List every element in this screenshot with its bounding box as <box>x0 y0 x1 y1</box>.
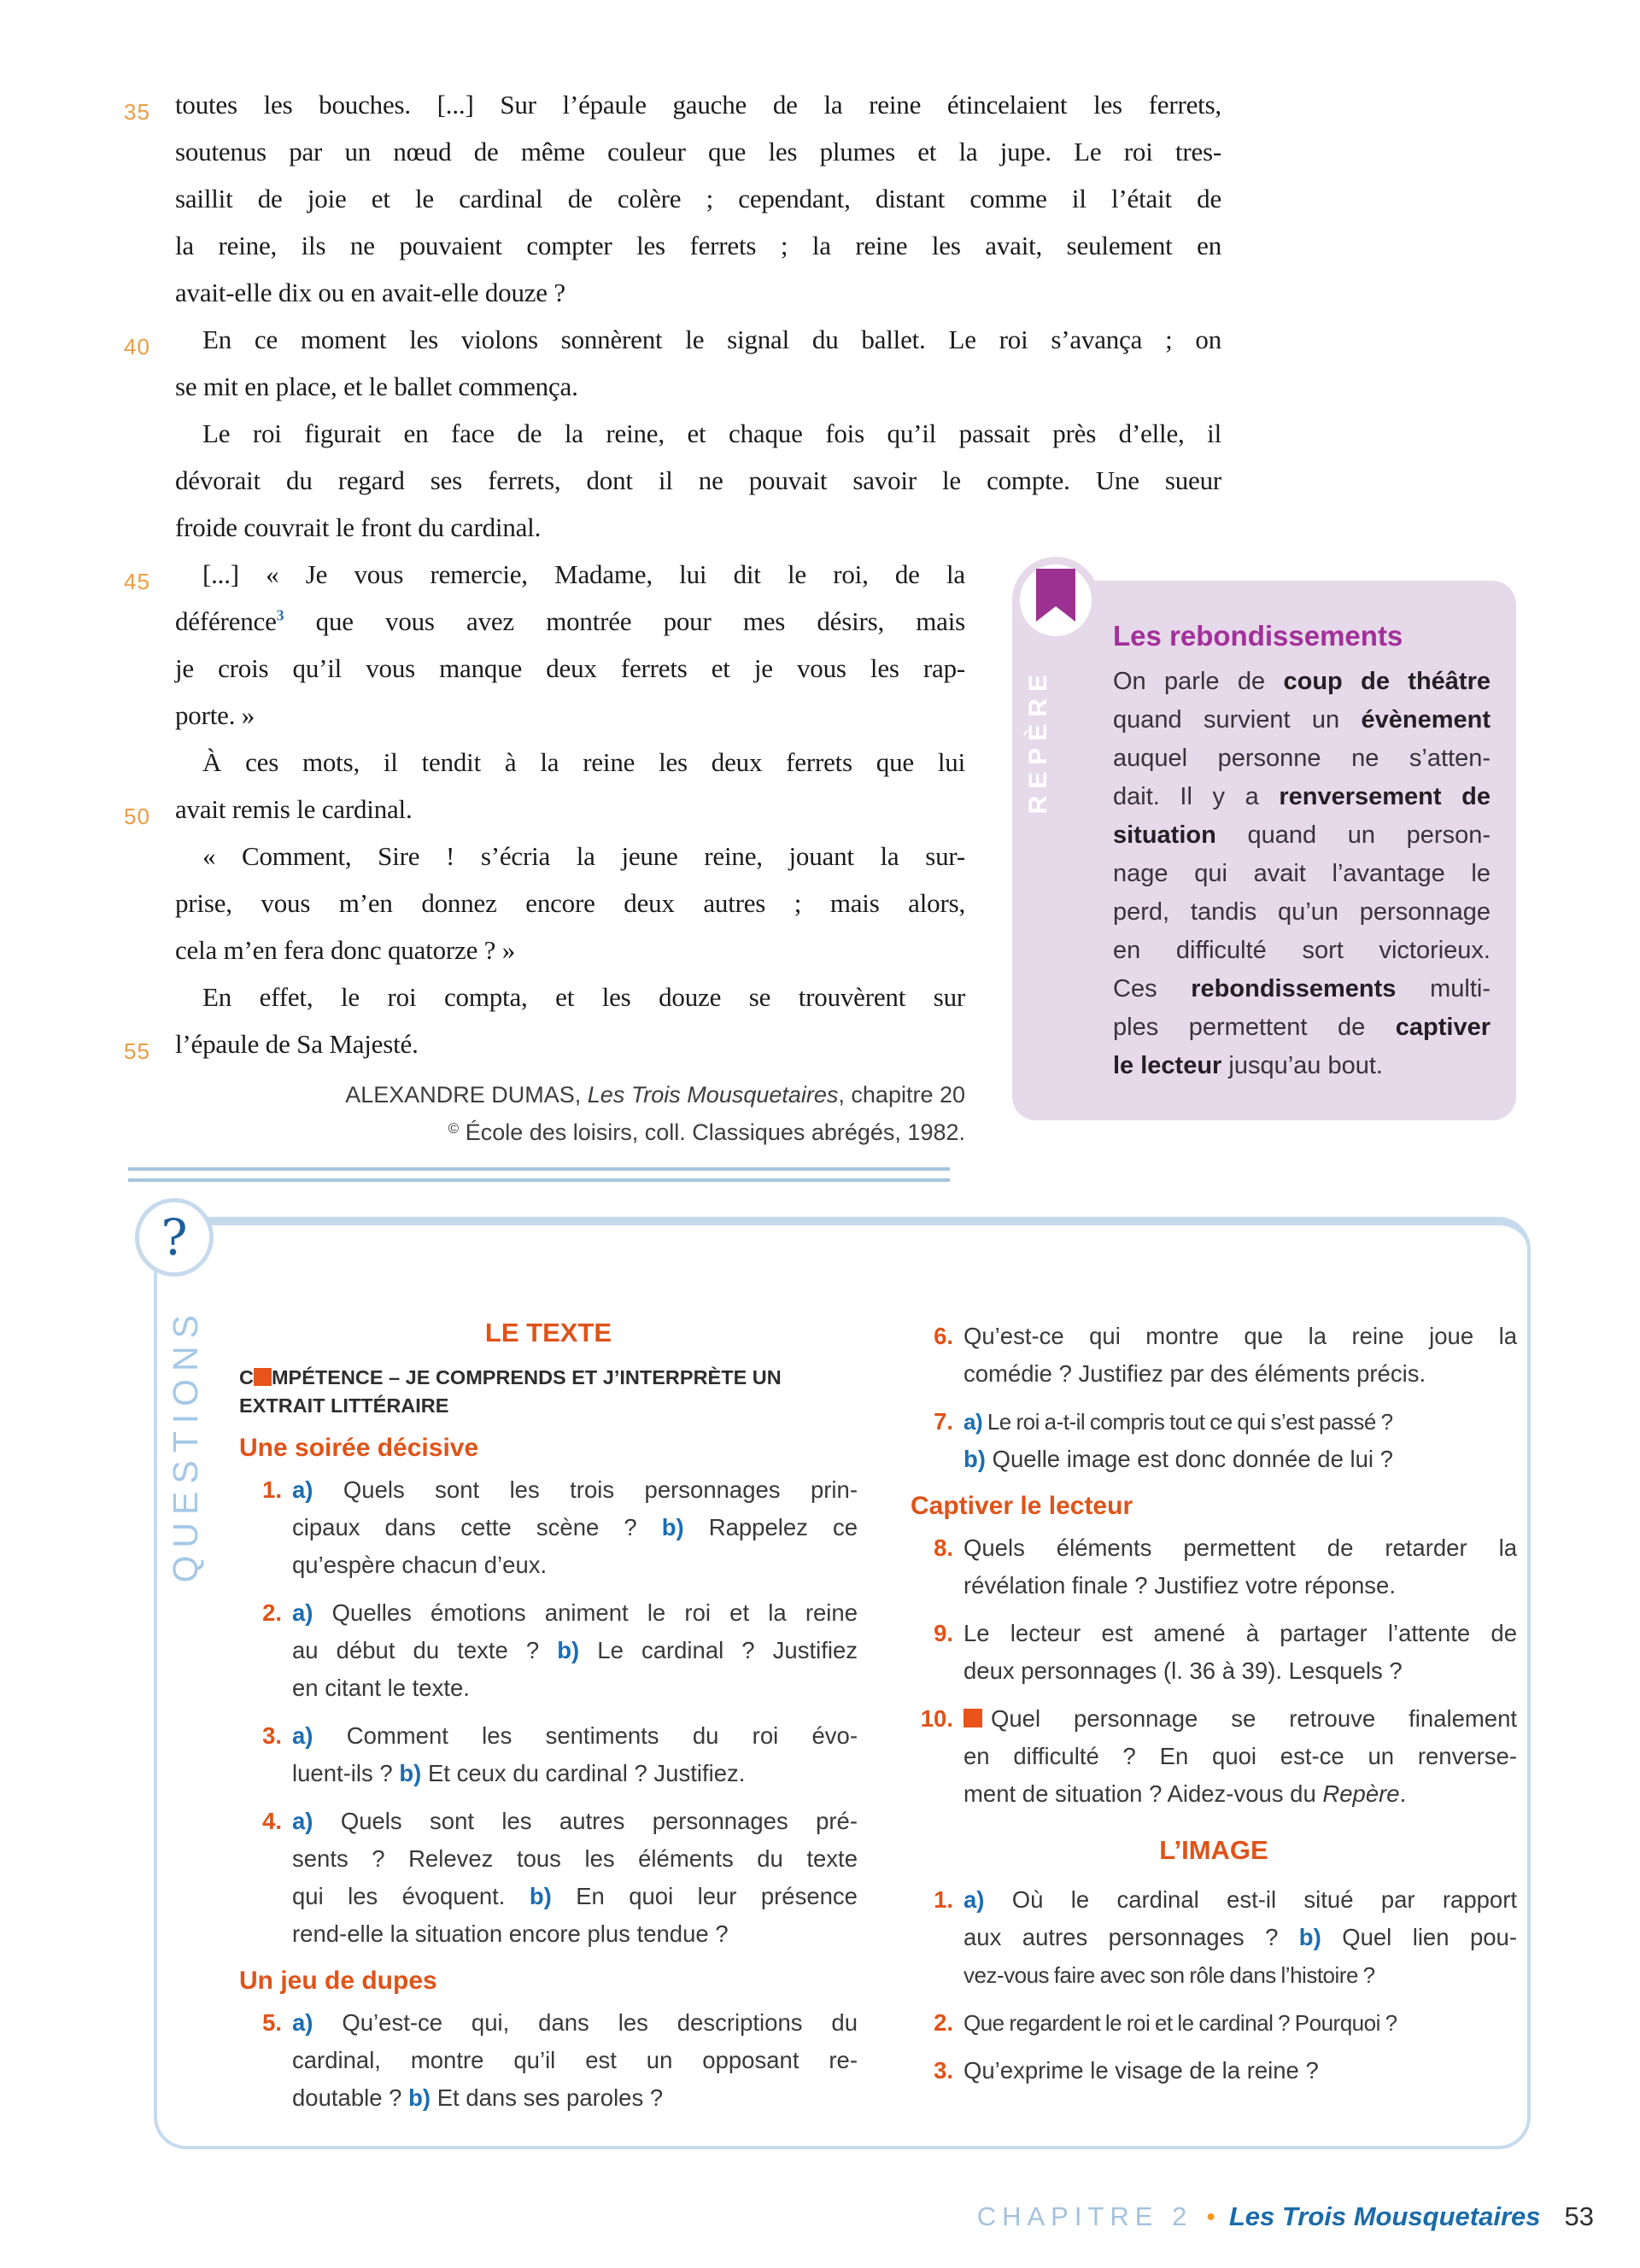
sub-question-marker: b) <box>661 1514 684 1540</box>
text-line <box>292 1915 858 1953</box>
text-segment: perd, tandis qu’un personnage <box>1113 898 1491 926</box>
text-line <box>292 1755 858 1792</box>
section-title: LE TEXTE <box>484 1318 612 1347</box>
text-segment: En effet, le roi compta, et les douze se trouvèrent sur <box>202 982 965 1012</box>
text-line <box>292 1669 858 1707</box>
text-line <box>175 645 965 692</box>
sub-question-marker: rebondissements <box>1191 975 1397 1002</box>
text-segment: cardinal, montre qu’il est un opposant re- <box>292 2047 858 2073</box>
attribution-line2 <box>175 1112 965 1149</box>
text-line <box>964 1529 1517 1567</box>
text-segment: quand un person- <box>1215 821 1491 849</box>
text-line <box>175 175 1221 222</box>
text-segment: en citant le texte. <box>292 1675 470 1701</box>
sub-question-marker: b) <box>408 2084 431 2111</box>
text-segment: au début du texte ? <box>292 1637 558 1663</box>
text-segment: quand survient un <box>1113 706 1362 734</box>
text-segment: jusqu’au bout. <box>1221 1052 1383 1079</box>
text-segment: déférence <box>175 606 277 636</box>
text-line <box>964 1881 1517 1919</box>
text-line <box>175 598 965 645</box>
text-segment: Quelles émotions animent le roi et la reine <box>313 1599 858 1626</box>
text-line <box>175 363 1221 410</box>
question-item <box>911 1615 1517 1690</box>
text-segment: révélation finale ? Justifiez votre réponse. <box>964 1572 1396 1599</box>
text-line <box>292 1840 858 1878</box>
attribution-chapter: , chapitre 20 <box>838 1082 965 1108</box>
sub-question-marker: b) <box>964 1446 986 1472</box>
text-segment: Le lecteur est amené à partager l’attente de <box>964 1620 1517 1646</box>
competence-heading <box>239 1364 858 1420</box>
text-line <box>964 1441 1517 1478</box>
text-segment: vez-vous faire avec son rôle dans l’histoire ? <box>964 1962 1375 1988</box>
question-number: 3. <box>262 1722 282 1749</box>
text-segment: soutenus par un nœud de même couleur que les plumes et la jupe. Le roi tres- <box>175 137 1221 167</box>
question-item <box>239 1717 858 1792</box>
text-segment: Repère <box>1322 1780 1400 1807</box>
chapter-label: CHAPITRE 2 <box>976 2201 1193 2231</box>
text-line <box>175 269 1221 316</box>
text-line <box>124 786 965 833</box>
text-segment: la reine, ils ne pouvaient compter les ferrets ; la reine les avait, seulement en <box>175 231 1221 260</box>
question-number: 10. <box>920 1705 953 1732</box>
sub-question-marker: a) <box>292 1599 313 1626</box>
excerpt-block-narrow <box>124 551 965 1067</box>
text-segment: . <box>1399 1780 1407 1807</box>
text-line <box>1113 1047 1491 1085</box>
text-segment: Le roi a-t-il compris tout ce qui s’est passé ? <box>982 1409 1393 1435</box>
section-title: L’IMAGE <box>1159 1835 1268 1865</box>
text-segment: En quoi leur présence <box>551 1883 858 1909</box>
text-line <box>124 551 965 598</box>
text-segment: nage qui avait l’avantage le <box>1113 860 1491 887</box>
text-segment: cela m’en fera donc quatorze ? » <box>175 935 516 965</box>
text-line <box>292 2004 858 2042</box>
question-subhead: Un jeu de dupes <box>239 1967 437 1995</box>
text-segment: Et ceux du cardinal ? Justifiez. <box>421 1760 746 1786</box>
text-segment: Quelle image est donc donnée de lui ? <box>985 1446 1393 1472</box>
question-body <box>292 2004 858 2117</box>
text-segment: auquel personne ne s’atten- <box>1113 745 1491 772</box>
text-line <box>964 1919 1517 1956</box>
question-item <box>911 2004 1517 2042</box>
page-number: 53 <box>1564 2201 1594 2231</box>
text-segment: ples permettent de <box>1113 1014 1396 1041</box>
sub-question-marker: b) <box>399 1760 422 1786</box>
text-segment: [...] « Je vous remercie, Madame, lui dit le roi, de la <box>202 559 965 589</box>
sub-question-marker: b) <box>529 1883 552 1909</box>
question-body <box>292 1717 858 1792</box>
sub-question-marker: a) <box>292 2009 313 2036</box>
text-line <box>292 2042 858 2079</box>
line-number: 45 <box>124 569 150 594</box>
question-body <box>292 1803 858 1953</box>
text-line <box>1113 855 1491 893</box>
text-segment: C <box>239 1366 254 1388</box>
text-segment: Quels éléments permettent de retarder la <box>964 1534 1517 1561</box>
text-segment: ment de situation ? Aidez-vous du <box>964 1780 1323 1807</box>
text-segment: sents ? Relevez tous les éléments du texte <box>292 1845 858 1872</box>
question-number: 6. <box>934 1323 953 1349</box>
excerpt-block-full-width <box>124 81 1221 551</box>
text-line <box>292 1594 858 1632</box>
attribution-line1 <box>175 1078 965 1112</box>
bookmark-icon <box>1036 569 1075 622</box>
text-line <box>964 1700 1517 1738</box>
question-number: 8. <box>934 1534 953 1561</box>
repere-content <box>1113 620 1491 1085</box>
questions-left-column <box>239 1318 858 2127</box>
text-segment: Comment les sentiments du roi évo- <box>313 1722 858 1749</box>
text-segment: que vous avez montrée pour mes désirs, mais <box>284 606 965 636</box>
line-number: 40 <box>124 334 150 359</box>
text-line <box>964 2052 1517 2090</box>
text-line <box>292 1471 858 1509</box>
question-mark-icon: ? <box>161 1208 188 1266</box>
text-segment: À ces mots, il tendit à la reine les deux ferrets que lui <box>202 747 965 777</box>
text-line <box>124 81 1221 128</box>
question-body <box>964 1403 1517 1478</box>
question-body <box>964 1700 1517 1813</box>
question-number: 5. <box>262 2009 282 2036</box>
text-segment: porte. » <box>175 700 255 730</box>
text-segment: Le cardinal ? Justifiez <box>579 1637 858 1663</box>
text-segment: Et dans ses paroles ? <box>430 2084 664 2111</box>
text-segment: deux personnages (l. 36 à 39). Lesquels ? <box>964 1657 1403 1684</box>
text-segment: Le roi figurait en face de la reine, et chaque fois qu’il passait près d’elle, il <box>202 418 1221 448</box>
text-line <box>175 410 1221 457</box>
text-segment: dévorait du regard ses ferrets, dont il ne pouvait savoir le compte. Une sueur <box>175 465 1221 495</box>
questions-box <box>154 1208 1531 2149</box>
text-segment: Quel personnage se retrouve finalement <box>991 1705 1517 1732</box>
attribution-author: ALEXANDRE DUMAS, <box>345 1082 588 1108</box>
text-line <box>124 316 1221 363</box>
text-line <box>964 1567 1517 1605</box>
question-body <box>964 2052 1517 2090</box>
text-segment: dait. Il y a <box>1113 783 1280 810</box>
text-line <box>175 926 965 973</box>
text-line <box>964 1956 1517 1994</box>
text-line <box>1113 1008 1491 1047</box>
text-line <box>964 1403 1517 1441</box>
text-line <box>1113 970 1491 1008</box>
sub-question-marker: a) <box>964 1409 983 1435</box>
question-item <box>911 1403 1517 1478</box>
divider-double-rule <box>128 1167 950 1182</box>
bookmark-badge <box>1012 557 1099 644</box>
text-segment: l’épaule de Sa Majesté. <box>175 1029 419 1059</box>
repere-vertical-label: REPÈRE <box>1024 668 1052 815</box>
text-segment: en difficulté ? En quoi est-ce un renverse- <box>964 1743 1517 1769</box>
footer-bullet-icon: • <box>1206 2203 1215 2231</box>
question-item <box>239 1594 858 1707</box>
repere-box <box>1012 581 1516 1120</box>
text-segment: MPÉTENCE – JE COMPRENDS ET J’INTERPRÈTE UN <box>271 1366 782 1388</box>
text-segment: En ce moment les violons sonnèrent le signal du ballet. Le roi s’avança ; on <box>202 324 1221 354</box>
sub-question-marker: captiver <box>1395 1014 1491 1041</box>
question-number: 1. <box>934 1886 953 1913</box>
text-segment: Qu’est-ce qui montre que la reine joue la <box>964 1323 1517 1349</box>
text-segment: qu’espère chacun d’eux. <box>292 1552 548 1578</box>
sub-question-marker: évènement <box>1361 706 1491 734</box>
attribution-publisher: École des loisirs, coll. Classiques abrégés, 1982. <box>459 1119 965 1145</box>
question-number: 9. <box>934 1620 953 1646</box>
text-line <box>292 1803 858 1840</box>
text-segment: comédie ? Justifiez par des éléments précis. <box>964 1360 1426 1387</box>
text-segment: froide couvrait le front du cardinal. <box>175 512 542 542</box>
line-number: 35 <box>124 99 150 125</box>
line-number: 55 <box>124 1038 150 1064</box>
line-number: 50 <box>124 804 150 829</box>
text-line <box>175 973 965 1020</box>
text-line <box>1113 701 1491 739</box>
text-line <box>292 1878 858 1915</box>
text-line <box>964 1355 1517 1393</box>
question-body <box>964 2004 1517 2042</box>
question-body <box>292 1594 858 1707</box>
question-item <box>911 1881 1517 1994</box>
page-footer <box>977 2201 1594 2232</box>
text-line <box>175 880 965 926</box>
sub-question-marker: b) <box>1298 1924 1321 1950</box>
text-segment: se mit en place, et le ballet commença. <box>175 371 578 401</box>
text-line <box>292 1546 858 1584</box>
question-body <box>964 1615 1517 1690</box>
sub-question-marker: le lecteur <box>1113 1052 1222 1079</box>
text-segment: doutable ? <box>292 2084 409 2111</box>
text-segment: luent-ils ? <box>292 1760 400 1786</box>
footer-book-title: Les Trois Mousquetaires <box>1228 2201 1541 2231</box>
question-number: 3. <box>934 2057 953 2084</box>
text-line <box>964 1615 1517 1652</box>
question-body <box>964 1318 1517 1393</box>
text-segment: rend-elle la situation encore plus tendue ? <box>292 1920 729 1947</box>
text-segment: avait-elle dix ou en avait-elle douze ? <box>175 278 565 307</box>
text-segment: Où le cardinal est-il situé par rapport <box>984 1886 1517 1913</box>
text-segment: Quel lien pou- <box>1321 1924 1517 1950</box>
text-segment: On parle de <box>1113 668 1284 695</box>
copyright-symbol: © <box>448 1120 460 1137</box>
text-line <box>175 692 965 739</box>
attribution-book-title: Les Trois Mousquetaires <box>587 1082 839 1108</box>
text-segment: EXTRAIT LITTÉRAIRE <box>239 1394 449 1417</box>
question-badge <box>135 1198 214 1277</box>
question-number: 4. <box>262 1808 282 1834</box>
repere-title: Les rebondissements <box>1113 620 1403 652</box>
text-line <box>292 2079 858 2117</box>
sub-question-marker: renversement de <box>1279 783 1491 810</box>
question-item <box>239 2004 858 2117</box>
question-item <box>911 1700 1517 1813</box>
question-item <box>911 1529 1517 1605</box>
text-line <box>175 833 965 880</box>
text-segment: saillit de joie et le cardinal de colère ; cependant, distant comme il l’était de <box>175 184 1221 213</box>
sub-question-marker: a) <box>292 1808 313 1834</box>
text-segment: Que regardent le roi et le cardinal ? Pourquoi ? <box>964 2010 1397 2036</box>
text-line <box>964 2004 1517 2042</box>
text-segment: en difficulté sort victorieux. <box>1113 937 1491 964</box>
text-line <box>175 504 1221 551</box>
sub-question-marker: a) <box>964 1886 985 1913</box>
text-segment: Qu’exprime le visage de la reine ? <box>964 2057 1319 2084</box>
question-subhead: Une soirée décisive <box>239 1434 479 1462</box>
question-item <box>239 1803 858 1953</box>
text-line <box>124 1020 965 1067</box>
text-line <box>292 1717 858 1755</box>
text-line <box>175 222 1221 269</box>
orange-square-icon <box>964 1709 982 1727</box>
question-number: 2. <box>262 1599 282 1626</box>
orange-square-icon <box>254 1368 272 1386</box>
text-line <box>175 457 1221 504</box>
text-line <box>292 1509 858 1546</box>
text-line <box>964 1652 1517 1690</box>
footnote-ref: 3 <box>276 606 284 624</box>
text-line <box>1113 893 1491 932</box>
sub-question-marker: a) <box>292 1722 313 1749</box>
question-subhead: Captiver le lecteur <box>911 1492 1133 1520</box>
text-segment: avait remis le cardinal. <box>175 794 413 824</box>
source-attribution <box>175 1078 965 1149</box>
text-segment: je crois qu’il vous manque deux ferrets et je vous les rap- <box>175 653 965 683</box>
question-body <box>964 1881 1517 1994</box>
sub-question-marker: situation <box>1113 821 1216 849</box>
text-line <box>1113 778 1491 816</box>
question-body <box>964 1529 1517 1605</box>
text-line <box>1113 739 1491 778</box>
question-item <box>911 2052 1517 2090</box>
text-segment: multi- <box>1396 975 1491 1002</box>
question-number: 1. <box>262 1476 282 1503</box>
text-line <box>964 1775 1517 1813</box>
text-segment: qui les évoquent. <box>292 1883 530 1909</box>
repere-text <box>1113 663 1491 1085</box>
text-segment: prise, vous m’en donnez encore deux autres ; mais alors, <box>175 888 965 918</box>
text-line <box>1113 663 1491 701</box>
text-line <box>175 739 965 786</box>
sub-question-marker: a) <box>292 1476 313 1503</box>
sub-question-marker: b) <box>557 1637 580 1663</box>
text-segment: cipaux dans cette scène ? <box>292 1514 662 1540</box>
text-segment: Rappelez ce <box>683 1514 858 1540</box>
questions-columns <box>239 1318 1517 2127</box>
sub-question-marker: coup de théâtre <box>1283 668 1491 695</box>
question-item <box>239 1471 858 1584</box>
question-number: 7. <box>934 1408 953 1435</box>
text-segment: aux autres personnages ? <box>964 1924 1299 1950</box>
text-line <box>1113 932 1491 970</box>
questions-right-column <box>911 1318 1517 2127</box>
text-line <box>1113 816 1491 855</box>
text-line <box>964 1738 1517 1775</box>
text-segment: « Comment, Sire ! s’écria la jeune reine, jouant la sur- <box>202 841 965 871</box>
text-line <box>175 128 1221 175</box>
question-item <box>911 1318 1517 1393</box>
text-line <box>292 1632 858 1669</box>
text-line <box>964 1318 1517 1355</box>
questions-vertical-label: QUESTIONS <box>166 1307 205 1583</box>
text-segment: Quels sont les trois personnages prin- <box>313 1476 858 1503</box>
question-number: 2. <box>934 2009 953 2036</box>
text-segment: Qu’est-ce qui, dans les descriptions du <box>313 2009 858 2036</box>
text-segment: toutes les bouches. [...] Sur l’épaule gauche de la reine étincelaient les ferrets, <box>175 90 1221 120</box>
text-segment: Ces <box>1113 975 1192 1002</box>
question-body <box>292 1471 858 1584</box>
text-segment: Quels sont les autres personnages pré- <box>313 1808 858 1834</box>
